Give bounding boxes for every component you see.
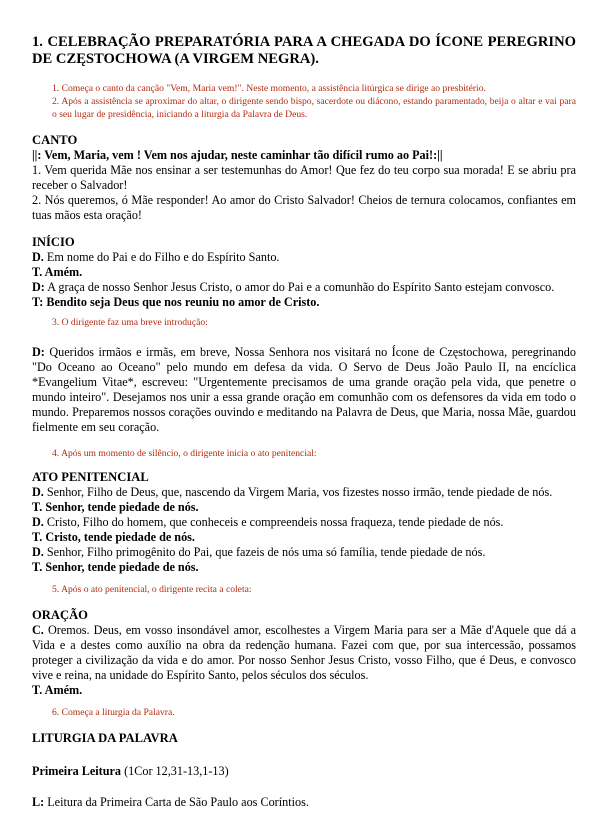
penitencial-heading: ATO PENITENCIAL (32, 470, 149, 484)
speaker-label: D. (32, 250, 44, 264)
rubric-3: 3. O dirigente faz uma breve introdução: (52, 317, 208, 328)
penitencial-line-2: T. Senhor, tende piedade de nós. (32, 500, 199, 514)
rubric-5: 5. Após o ato penitencial, o dirigente recita a coleta: (52, 584, 252, 595)
speaker-label: D: (32, 345, 45, 359)
speaker-label: C. (32, 623, 44, 637)
line-text: Leitura da Primeira Carta de São Paulo aos Coríntios. (44, 795, 309, 809)
speaker-label: L: (32, 795, 45, 809)
liturgia-heading: LITURGIA DA PALAVRA (32, 731, 178, 745)
inicio-line-2: T. Amém. (32, 265, 83, 279)
paragraph-text: Oremos. Deus, em vosso insondável amor, escolhestes a Virgem Maria para ser a Mãe d'Aquele que dá a Vida e a destes como auxílio na obra da redenção humana. Fazei com que, por sua intercessão, possamos proteger a civilização da vida e do amor. Por nosso Senhor Jesus Cristo, vosso Filho, que é Deus, e convosco vive e reina, na unidade do Espírito Santo, pelos séculos dos séculos. (32, 623, 576, 682)
inicio-line-4: T: Bendito seja Deus que nos reuniu no amor de Cristo. (32, 295, 320, 309)
canto-heading: CANTO (32, 133, 78, 147)
inicio-line-1 (32, 250, 576, 265)
speaker-label: D: (32, 280, 45, 294)
penitencial-line-4: T. Cristo, tende piedade de nós. (32, 530, 195, 544)
first-reading-title (32, 764, 576, 779)
reading-reference: (1Cor 12,31-13,1-13) (121, 764, 229, 778)
rubric-2: 2. Após a assistência se aproximar do altar, o dirigente sendo bispo, sacerdote ou diácono, estando paramentado, beija o altar e vai para o seu lugar de presidência, iniciando a liturgia da Palavra de Deus. (52, 96, 576, 120)
speaker-label: D. (32, 515, 44, 529)
oracao-heading: ORAÇÃO (32, 608, 88, 622)
line-text: Cristo, Filho do homem, que conheceis e compreendeis nossa fraqueza, tende piedade de nós. (43, 515, 504, 529)
penitencial-line-1 (32, 485, 576, 500)
canto-refrain: ||: Vem, Maria, vem ! Vem nos ajudar, neste caminhar tão difícil rumo ao Pai!:|| (32, 148, 443, 162)
penitencial-line-5 (32, 545, 576, 560)
speaker-label: D. (32, 545, 44, 559)
reader-line (32, 795, 576, 810)
line-text: Senhor, Filho de Deus, que, nascendo da Virgem Maria, vos fizestes nosso irmão, tende piedade de nós. (43, 485, 553, 499)
paragraph-text: Queridos irmãos e irmãs, em breve, Nossa Senhora nos visitará no Ícone de Częstochowa, peregrinando "Do Oceano ao Oceano" pelo mundo em defesa da vida. O Servo de Deus João Paulo II, na encíclica *Evangelium Vitae*, escreveu: "Urgentemente precisamos de uma grande oração pela vida, que penetre o mundo inteiro". Desejamos nos unir a essa grande oração em comunhão com os defensores da vida em todo o mundo. Preparemos nossos corações ouvindo e meditando na Palavra de Deus, que Maria, nossa Mãe, guardou fielmente em seu coração. (32, 345, 576, 434)
rubric-4: 4. Após um momento de silêncio, o dirigente inicia o ato penitencial: (52, 448, 317, 459)
oracao-amen: T. Amém. (32, 683, 83, 697)
line-text: Em nome do Pai e do Filho e do Espírito Santo. (43, 250, 280, 264)
document-page (32, 34, 576, 810)
speaker-label: D. (32, 485, 44, 499)
inicio-line-3 (32, 280, 576, 295)
inicio-heading: INÍCIO (32, 235, 75, 249)
oracao-paragraph (32, 623, 576, 683)
intro-paragraph (32, 345, 576, 435)
line-text: Senhor, Filho primogênito do Pai, que fazeis de nós uma só família, tende piedade de nós. (43, 545, 486, 559)
rubric-6: 6. Começa a liturgia da Palavra. (52, 707, 175, 718)
rubric-1: 1. Começa o canto da canção "Vem, Maria vem!". Neste momento, a assistência litúrgica se dirige ao presbitério. (52, 83, 486, 94)
canto-verse-1: 1. Vem querida Mãe nos ensinar a ser testemunhas do Amor! Que fez do teu corpo sua morada! E se abriu pra receber o Salvador! (32, 163, 576, 192)
page-title: 1. CELEBRAÇÃO PREPARATÓRIA PARA A CHEGADA DO ÍCONE PEREGRINO DE CZĘSTOCHOWA (A VIRGEM NEGRA). (32, 34, 576, 67)
reading-label: Primeira Leitura (32, 764, 122, 778)
canto-verse-2: 2. Nós queremos, ó Mãe responder! Ao amor do Cristo Salvador! Cheios de ternura colocamos, confiantes em tuas mãos esta oração! (32, 193, 576, 222)
penitencial-line-6: T. Senhor, tende piedade de nós. (32, 560, 199, 574)
penitencial-line-3 (32, 515, 576, 530)
line-text: A graça de nosso Senhor Jesus Cristo, o amor do Pai e a comunhão do Espírito Santo estejam convosco. (44, 280, 555, 294)
